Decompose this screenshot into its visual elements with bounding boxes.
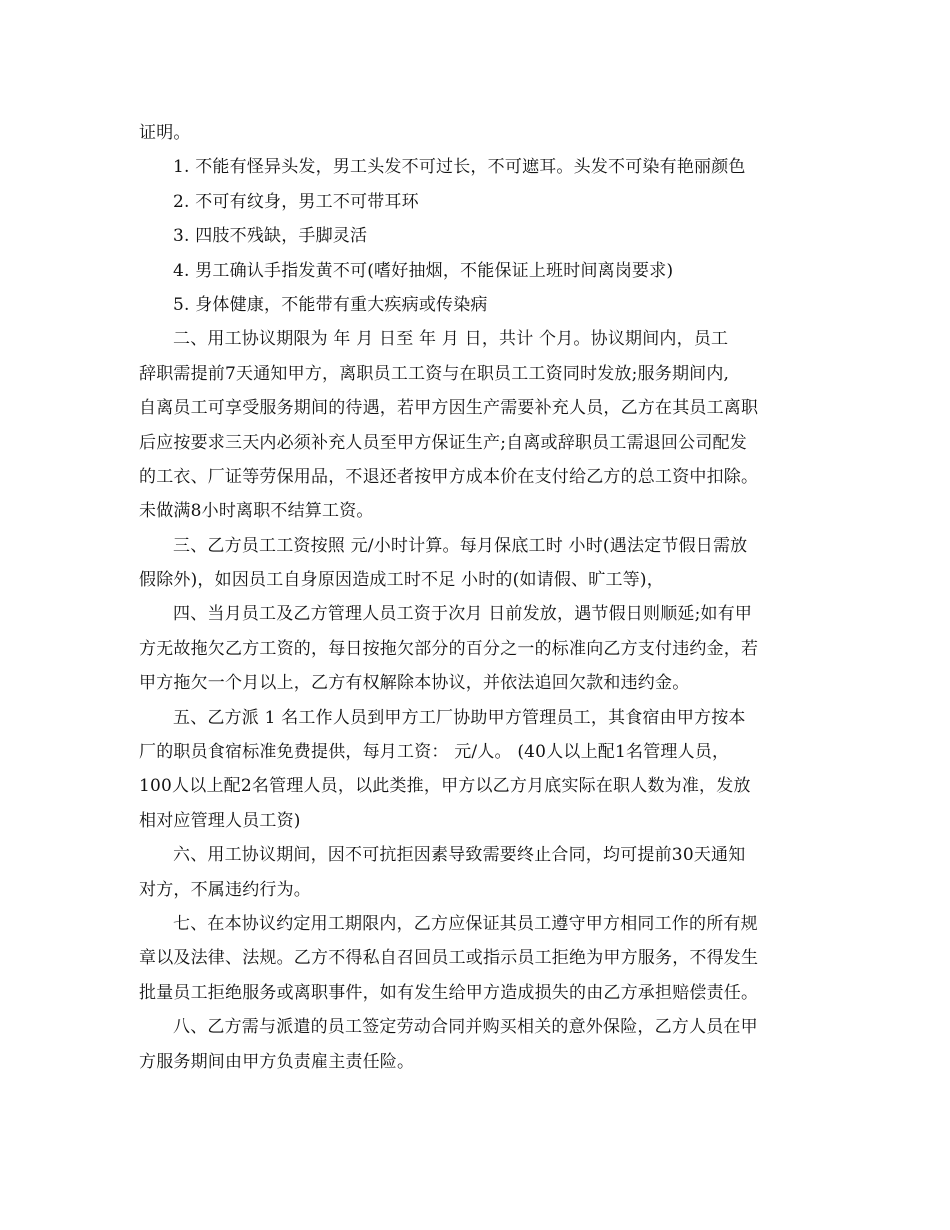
clause-four-line: 方无故拖欠乙方工资的，每日按拖欠部分的百分之一的标准向乙方支付违约金，若 [139, 638, 759, 659]
clause-four-line: 甲方拖欠一个月以上，乙方有权解除本协议，并依法追回欠款和违约金。 [139, 673, 690, 694]
clause-five-line: 厂的职员食宿标准免费提供，每月工资： 元/人。 (40人以上配1名管理人员， [139, 742, 730, 763]
clause-seven-line: 章以及法律、法规。乙方不得私自召回员工或指示员工拒绝为甲方服务，不得发生 [139, 948, 759, 969]
clause-eight-line: 方服务期间由甲方负责雇主责任险。 [139, 1051, 415, 1072]
clause-three-line: 三、乙方员工工资按照 元/小时计算。每月保底工时 小时(遇法定节假日需放 [173, 535, 748, 556]
list-item: 1. 不能有怪异头发，男工头发不可过长，不可遮耳。头发不可染有艳丽颜色 [173, 157, 746, 178]
clause-two-line: 二、用工协议期限为 年 月 日至 年 月 日，共计 个月。协议期间内，员工 [173, 329, 729, 350]
list-item: 4. 男工确认手指发黄不可(嗜好抽烟，不能保证上班时间离岗要求) [173, 260, 674, 281]
document-body [139, 116, 819, 1079]
clause-seven-line: 七、在本协议约定用工期限内，乙方应保证其员工遵守甲方相同工作的所有规 [173, 913, 758, 934]
clause-two-line: 的工衣、厂证等劳保用品，不退还者按甲方成本价在支付给乙方的总工资中扣除。 [139, 466, 759, 487]
clause-five-line: 100人以上配2名管理人员，以此类推，甲方以乙方月底实际在职人数为准，发放 [139, 776, 751, 797]
list-item: 5. 身体健康，不能带有重大疾病或传染病 [173, 294, 488, 315]
clause-two-line: 未做满8小时离职不结算工资。 [139, 501, 374, 522]
list-item: 3. 四肢不残缺，手脚灵活 [173, 226, 368, 247]
clause-two-line: 后应按要求三天内必须补充人员至甲方保证生产;自离或辞职员工需退回公司配发 [139, 432, 747, 453]
clause-five-line: 五、乙方派 1 名工作人员到甲方工厂协助甲方管理员工，其食宿由甲方按本 [173, 707, 746, 728]
clause-four-line: 四、当月员工及乙方管理人员工资于次月 日前发放，遇节假日则顺延;如有甲 [173, 604, 753, 625]
list-item: 2. 不可有纹身，男工不可带耳环 [173, 191, 419, 212]
text-line: 证明。 [139, 123, 191, 143]
clause-six-line: 六、用工协议期间，因不可抗拒因素导致需要终止合同，均可提前30天通知 [173, 845, 746, 866]
clause-two-line: 自离员工可享受服务期间的待遇，若甲方因生产需要补充人员，乙方在其员工离职 [139, 398, 759, 419]
clause-six-line: 对方，不属违约行为。 [139, 879, 311, 900]
clause-seven-line: 批量员工拒绝服务或离职事件，如有发生给甲方造成损失的由乙方承担赔偿责任。 [139, 982, 759, 1003]
clause-five-line: 相对应管理人员工资) [139, 810, 301, 831]
clause-three-line: 假除外)，如因员工自身原因造成工时不足 小时的(如请假、旷工等)， [139, 570, 664, 591]
clause-two-line: 辞职需提前7天通知甲方，离职员工工资与在职员工工资同时发放;服务期间内, [139, 363, 730, 384]
clause-eight-line: 八、乙方需与派遣的员工签定劳动合同并购买相关的意外保险，乙方人员在甲 [173, 1017, 758, 1038]
